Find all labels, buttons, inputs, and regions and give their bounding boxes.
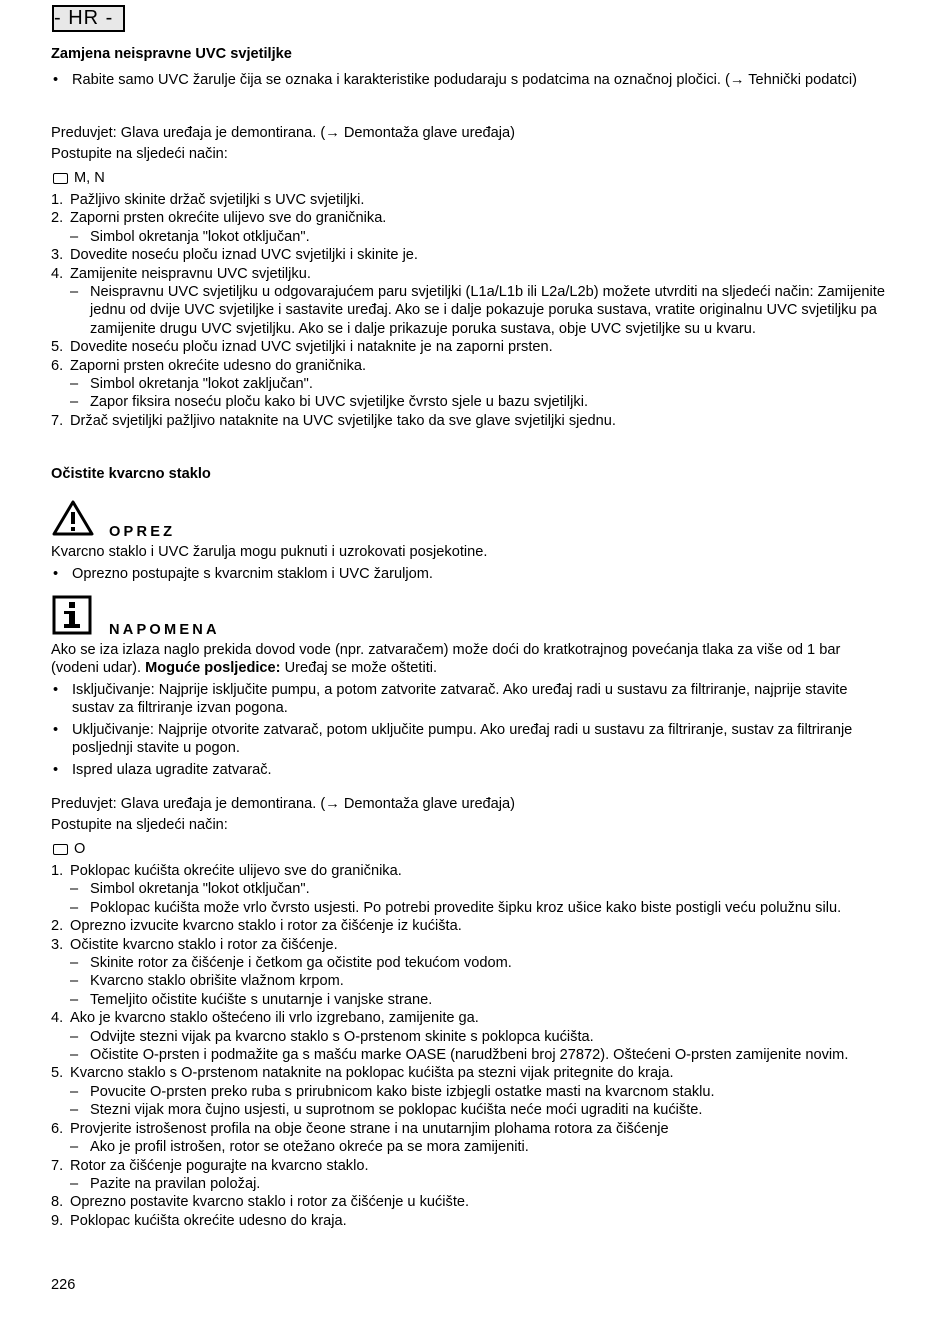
step-text: Oprezno postavite kvarcno staklo i rotor za čišćenje u kućište.	[70, 1194, 470, 1211]
sub-step-text: Simbol okretanja "lokot zaključan".	[90, 376, 313, 393]
step-number: 9.	[51, 1212, 64, 1229]
sub-step-item	[51, 1101, 891, 1119]
step-item	[51, 209, 891, 227]
step-item	[51, 357, 891, 375]
proceed-text: Postupite na sljedeći način:	[51, 817, 228, 833]
note-label: NAPOMENA	[109, 622, 220, 638]
warning-triangle-icon	[52, 500, 94, 536]
sub-step-item	[51, 1138, 891, 1156]
sub-step-item	[51, 283, 891, 338]
language-tag: - HR -	[52, 5, 125, 32]
prerequisite-text: Preduvjet: Glava uređaja je demontirana. (→ Demontaža glave uređaja)	[51, 796, 516, 812]
bullet-text: Oprezno postupajte s kvarcnim staklom i UVC žaruljom.	[72, 566, 433, 582]
step-number: 3.	[51, 247, 64, 264]
sub-step-item	[51, 954, 891, 972]
sub-step-text: Zapor fiksira noseću ploču kako bi UVC svjetiljke čvrsto sjele u bazu svjetiljki.	[90, 394, 589, 411]
step-text: Oprezno izvucite kvarcno staklo i rotor za čišćenje iz kućišta.	[70, 918, 462, 935]
sub-step-text: Stezni vijak mora čujno usjesti, u suprotnom se poklopac kućišta neće moći ugraditi na kućište.	[90, 1102, 703, 1119]
step-item	[51, 1193, 891, 1211]
note-text	[51, 641, 891, 678]
step-item	[51, 191, 891, 209]
step-text: Dovedite noseću ploču iznad UVC svjetiljki i nataknite je na zaporni prsten.	[70, 339, 553, 356]
step-text: Zamijenite neispravnu UVC svjetiljku.	[70, 265, 311, 282]
info-note-icon	[52, 595, 92, 635]
step-item	[51, 412, 891, 430]
step-text: Dovedite noseću ploču iznad UVC svjetiljki i skinite je.	[70, 247, 418, 264]
model-label: M, N	[74, 170, 105, 186]
sub-step-dash: –	[70, 1047, 79, 1064]
caution-bullet	[51, 565, 891, 583]
sub-step-dash: –	[70, 955, 79, 972]
sub-step-dash: –	[70, 1175, 79, 1192]
step-number: 8.	[51, 1194, 64, 1211]
note-text-part: Ako se iza izlaza naglo prekida dovod vode (npr. zatvaračem) može doći do kratkotrajnog povećanja tlaka za više od 1 bar (vodeni udar).	[51, 642, 841, 677]
step-text: Provjerite istrošenost profila na obje čeone strane i na unutarnjim plohama rotora za čišćenje	[70, 1120, 669, 1137]
section-title-quartz-cleaning: Očistite kvarcno staklo	[51, 466, 211, 482]
sub-step-dash: –	[70, 881, 79, 898]
step-number: 6.	[51, 1120, 64, 1137]
model-label: O	[74, 841, 86, 857]
note-bullet	[51, 761, 891, 779]
note-bullet-list	[51, 681, 891, 782]
bullet-dot: •	[53, 761, 59, 778]
sub-step-text: Očistite O-prsten i podmažite ga s mašću marke OASE (narudžbeni broj 27872). Oštećeni O-prsten zamijenite novim.	[90, 1047, 849, 1064]
sub-step-dash: –	[70, 899, 79, 916]
step-text: Kvarcno staklo s O-prstenom nataknite na poklopac kućišta pa stezni vijak pritegnite do kraja.	[70, 1065, 674, 1082]
proceed-text: Postupite na sljedeći način:	[51, 146, 228, 162]
step-number: 1.	[51, 863, 64, 879]
sub-step-dash: –	[70, 1028, 79, 1045]
sub-step-text: Simbol okretanja "lokot otključan".	[90, 881, 310, 898]
sub-step-dash: –	[70, 973, 79, 990]
step-item	[51, 338, 891, 356]
step-text: Očistite kvarcno staklo i rotor za čišćenje.	[70, 936, 338, 953]
step-number: 7.	[51, 412, 64, 429]
step-item	[51, 917, 891, 935]
step-item	[51, 1212, 891, 1230]
sub-step-dash: –	[70, 1083, 79, 1100]
sub-step-dash: –	[70, 1139, 79, 1156]
sub-step-text: Simbol okretanja "lokot otključan".	[90, 228, 310, 245]
step-item	[51, 1009, 891, 1027]
bullet-text: Ispred ulaza ugradite zatvarač.	[72, 761, 272, 778]
sub-step-item	[51, 228, 891, 246]
sub-step-dash: –	[70, 376, 79, 393]
sub-step-item	[51, 1083, 891, 1101]
step-text: Poklopac kućišta okrećite ulijevo sve do graničnika.	[70, 863, 402, 879]
step-number: 4.	[51, 265, 64, 282]
sub-step-text: Neispravnu UVC svjetiljku u odgovarajućem paru svjetiljki (L1a/L1b ili L2a/L2b) možete utvrditi na sljedeći način: Zamijenite jednu od dvije UVC svjetiljke i sastavite uređaj. Ako se i dalje pokazuje poruka sustava, vratite originalnu UVC svjetiljku pa zamijenite drugu UVC svjetiljku. Ako se i dalje prikazuje poruka sustava, obje UVC svjetiljke su u kvaru.	[90, 284, 885, 337]
model-indicator	[51, 169, 891, 187]
step-number: 7.	[51, 1157, 64, 1174]
sub-step-text: Temeljito očistite kućište s unutarnje i vanjske strane.	[90, 991, 433, 1008]
step-number: 1.	[51, 192, 64, 208]
note-bullet	[51, 721, 891, 758]
step-item	[51, 862, 891, 880]
bullet-dot: •	[53, 566, 59, 582]
step-text: Zaporni prsten okrećite ulijevo sve do graničnika.	[70, 210, 387, 227]
step-number: 3.	[51, 936, 64, 953]
sub-step-item	[51, 1175, 891, 1193]
step-number: 5.	[51, 339, 64, 356]
step-number: 5.	[51, 1065, 64, 1082]
step-item	[51, 1120, 891, 1138]
sub-step-item	[51, 991, 891, 1009]
model-box-icon	[53, 173, 68, 184]
sub-step-item	[51, 1046, 891, 1064]
step-item	[51, 246, 891, 264]
note-consequence-label: Moguće posljedice:	[145, 660, 281, 677]
step-text: Poklopac kućišta okrećite udesno do kraja.	[70, 1212, 347, 1229]
sub-step-text: Kvarcno staklo obrišite vlažnom krpom.	[90, 973, 344, 990]
sub-step-dash: –	[70, 394, 79, 411]
sub-step-item	[51, 1028, 891, 1046]
sub-step-item	[51, 972, 891, 990]
sub-step-text: Ako je profil istrošen, rotor se otežano okreće pa se mora zamijeniti.	[90, 1139, 529, 1156]
bullet-dot: •	[53, 682, 59, 698]
sub-step-dash: –	[70, 1102, 79, 1119]
step-number: 2.	[51, 918, 64, 935]
sub-step-text: Odvijte stezni vijak pa kvarcno staklo s O-prstenom skinite s poklopca kućišta.	[90, 1028, 594, 1045]
page-number: 226	[51, 1277, 76, 1293]
sub-step-dash: –	[70, 284, 79, 301]
sub-step-dash: –	[70, 991, 79, 1008]
bullet-text: Rabite samo UVC žarulje čija se oznaka i karakteristike podudaraju s podatcima na označnoj pločici. (→ Tehnički podatci)	[72, 72, 857, 88]
sub-step-text: Skinite rotor za čišćenje i četkom ga očistite pod tekućom vodom.	[90, 955, 512, 972]
sub-step-item	[51, 393, 891, 411]
step-number: 6.	[51, 357, 64, 374]
step-text: Držač svjetiljki pažljivo nataknite na UVC svjetiljke tako da sve glave svjetiljki sjednu.	[70, 412, 616, 429]
step-text: Rotor za čišćenje pogurajte na kvarcno staklo.	[70, 1157, 369, 1174]
bullet-dot: •	[53, 721, 59, 738]
model-box-icon	[53, 844, 68, 855]
sub-step-dash: –	[70, 228, 79, 245]
sub-step-text: Pazite na pravilan položaj.	[90, 1175, 261, 1192]
note-bullet	[51, 681, 891, 718]
step-item	[51, 936, 891, 954]
steps-list-quartz	[51, 862, 891, 1230]
section1-bullet	[51, 71, 891, 89]
sub-step-text: Povucite O-prsten preko ruba s prirubnicom kako biste izbjegli ostatke masti na kvarcnom staklu.	[90, 1083, 715, 1100]
steps-list-uvc	[51, 191, 891, 430]
sub-step-item	[51, 375, 891, 393]
caution-text: Kvarcno staklo i UVC žarulja mogu puknuti i uzrokovati posjekotine.	[51, 544, 488, 560]
step-text: Ako je kvarcno staklo oštećeno ili vrlo izgrebano, zamijenite ga.	[70, 1010, 479, 1027]
model-indicator	[51, 840, 891, 858]
caution-label: OPREZ	[109, 524, 176, 540]
step-item	[51, 1064, 891, 1082]
sub-step-item	[51, 899, 891, 917]
bullet-dot: •	[53, 72, 59, 88]
step-number: 4.	[51, 1010, 64, 1027]
prerequisite-text: Preduvjet: Glava uređaja je demontirana. (→ Demontaža glave uređaja)	[51, 125, 516, 141]
step-number: 2.	[51, 210, 64, 227]
bullet-text: Isključivanje: Najprije isključite pumpu, a potom zatvorite zatvarač. Ako uređaj radi u sustavu za filtriranje, najprije stavite sustav za filtriranje izvan pogona.	[72, 682, 848, 717]
section-title-uvc-replacement: Zamjena neispravne UVC svjetiljke	[51, 46, 292, 62]
note-text-part: Uređaj se može oštetiti.	[280, 660, 438, 677]
step-item	[51, 265, 891, 283]
sub-step-item	[51, 880, 891, 898]
sub-step-text: Poklopac kućišta može vrlo čvrsto usjesti. Po potrebi provedite šipku kroz ušice kako biste postigli veću polužnu silu.	[90, 899, 842, 916]
step-text: Pažljivo skinite držač svjetiljki s UVC svjetiljki.	[70, 192, 365, 208]
bullet-text: Uključivanje: Najprije otvorite zatvarač, potom uključite pumpu. Ako uređaj radi u sustavu za filtriranje, sustav za filtriranje posljednji stavite u pogon.	[72, 721, 853, 757]
step-text: Zaporni prsten okrećite udesno do graničnika.	[70, 357, 367, 374]
step-item	[51, 1157, 891, 1175]
